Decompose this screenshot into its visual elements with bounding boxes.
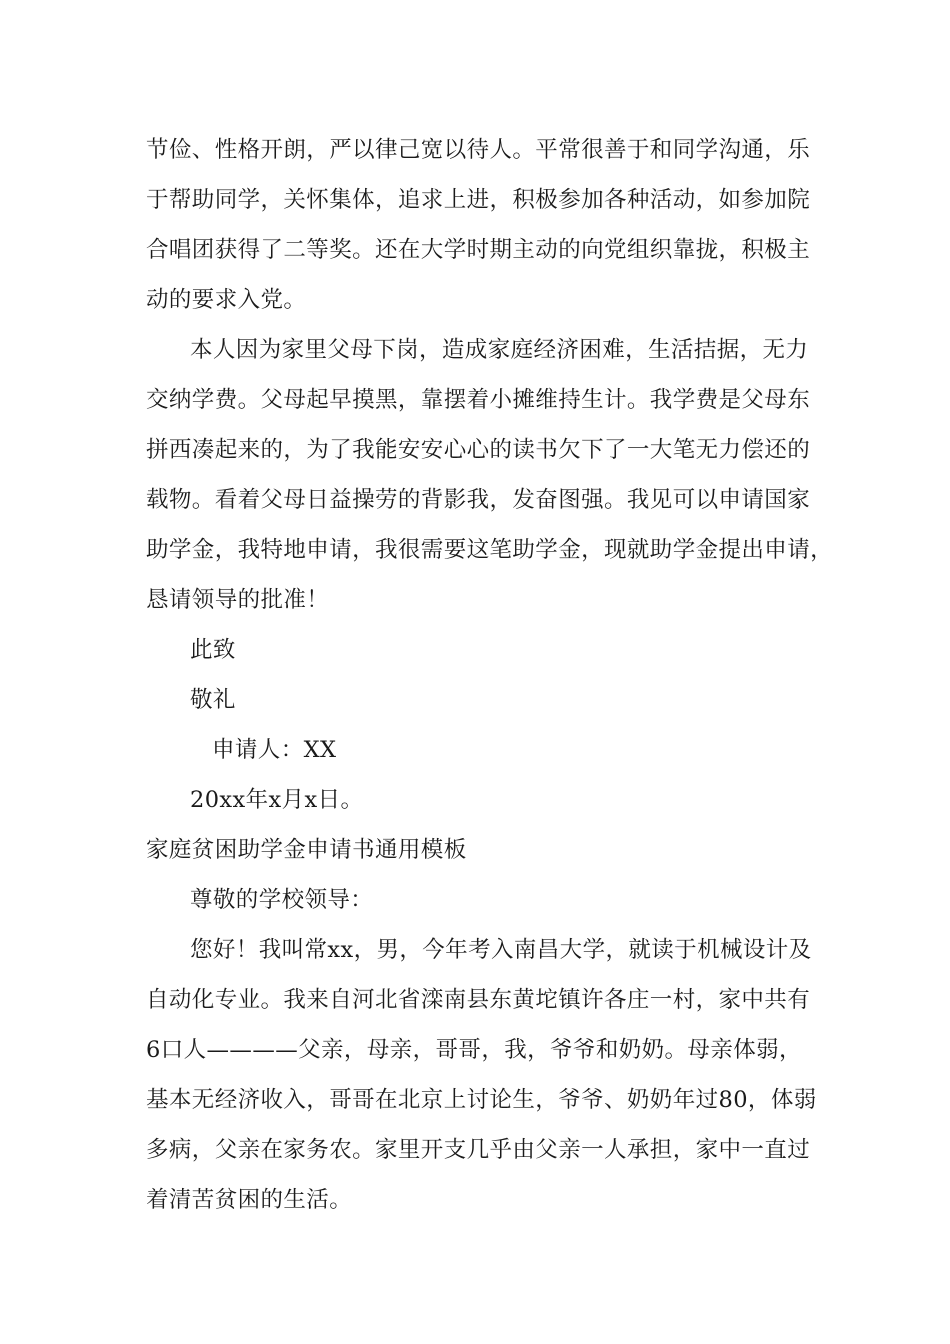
paragraph-3-line-2: 自动化专业。我来自河北省滦南县东黄坨镇许各庄一村，家中共有 xyxy=(146,987,811,1013)
template-title: 家庭贫困助学金申请书通用模板 xyxy=(146,837,467,863)
paragraph-3-line-1: 您好！我叫常xx，男，今年考入南昌大学，就读于机械设计及 xyxy=(190,937,812,963)
paragraph-2-line-5: 助学金，我特地申请，我很需要这笔助学金，现就助学金提出申请， xyxy=(146,537,834,563)
paragraph-2-line-1: 本人因为家里父母下岗，造成家庭经济困难，生活拮据，无力 xyxy=(190,337,809,363)
paragraph-2-line-4: 载物。看着父母日益操劳的背影我，发奋图强。我见可以申请国家 xyxy=(146,487,811,513)
paragraph-2-line-6: 恳请领导的批准！ xyxy=(146,587,330,613)
salutation: 尊敬的学校领导： xyxy=(190,887,374,913)
paragraph-2-line-3: 拼西凑起来的，为了我能安安心心的读书欠下了一大笔无力偿还的 xyxy=(146,437,811,463)
paragraph-1-line-1: 节俭、性格开朗，严以律己宽以待人。平常很善于和同学沟通，乐 xyxy=(146,137,811,163)
paragraph-1-line-2: 于帮助同学，关怀集体，追求上进，积极参加各种活动，如参加院 xyxy=(146,187,811,213)
paragraph-3-line-4: 基本无经济收入，哥哥在北京上讨论生，爷爷、奶奶年过80，体弱 xyxy=(146,1087,817,1113)
closing-line-2: 敬礼 xyxy=(190,687,236,713)
applicant-signature: 申请人：XX xyxy=(212,737,337,763)
paragraph-1-line-3: 合唱团获得了二等奖。还在大学时期主动的向党组织靠拢，积极主 xyxy=(146,237,811,263)
paragraph-1-line-4: 动的要求入党。 xyxy=(146,287,307,313)
paragraph-3-line-3: 6口人————父亲，母亲，哥哥，我，爷爷和奶奶。母亲体弱， xyxy=(146,1037,802,1063)
letter-date: 20xx年x月x日。 xyxy=(190,787,364,813)
closing-line-1: 此致 xyxy=(190,637,236,663)
paragraph-2-line-2: 交纳学费。父母起早摸黑，靠摆着小摊维持生计。我学费是父母东 xyxy=(146,387,811,413)
paragraph-3-line-5: 多病，父亲在家务农。家里开支几乎由父亲一人承担，家中一直过 xyxy=(146,1137,811,1163)
paragraph-3-line-6: 着清苦贫困的生活。 xyxy=(146,1187,353,1213)
